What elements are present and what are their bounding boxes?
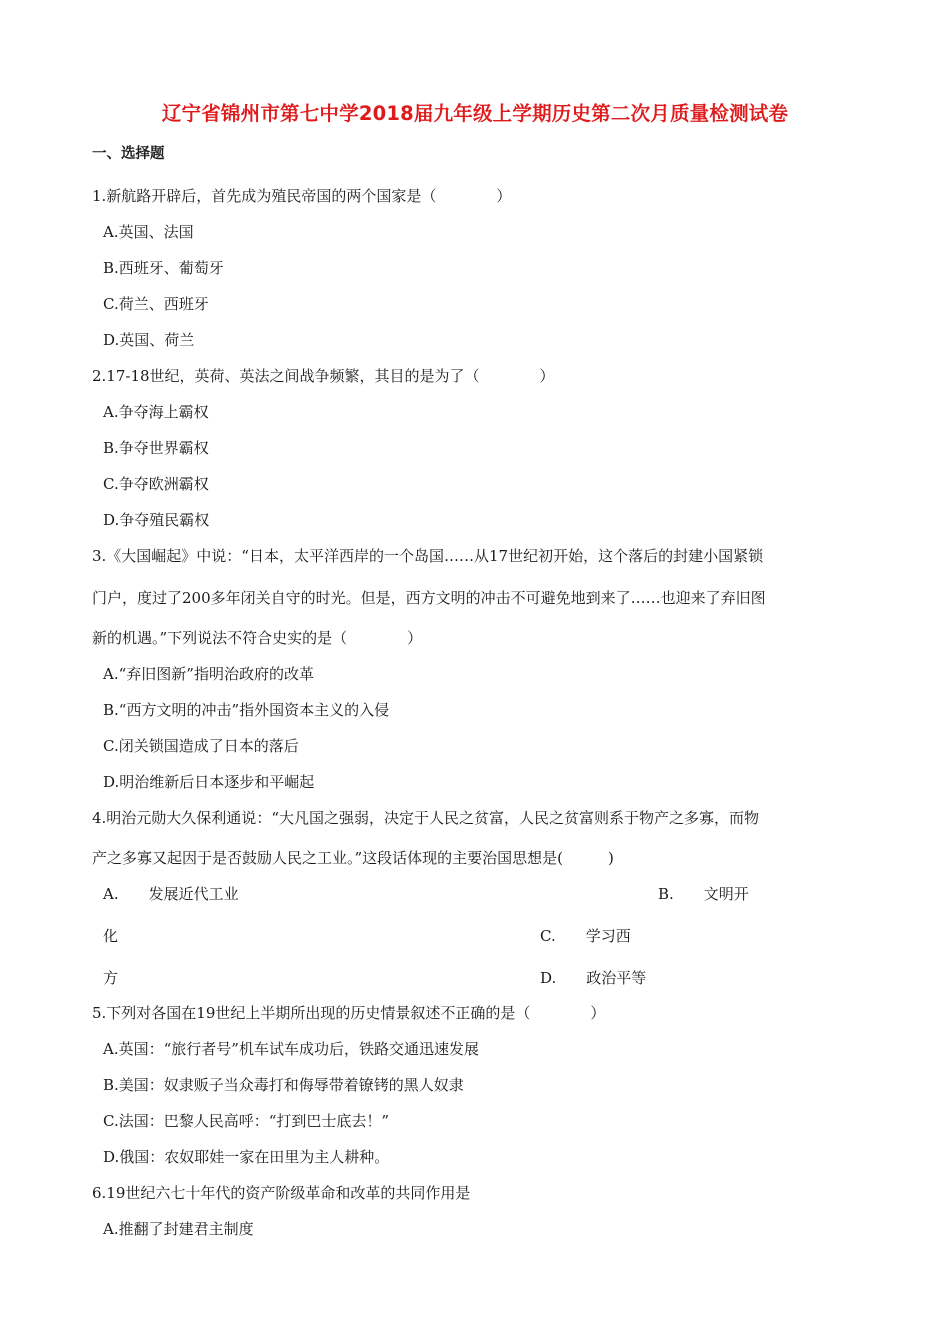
question-5-option-c: C.法国：巴黎人民高呼：“打到巴士底去！” bbox=[103, 1112, 390, 1130]
section-heading: 一、选择题 bbox=[92, 146, 165, 162]
question-4-option-b-continued: 化 bbox=[103, 927, 119, 945]
question-5-option-d: D.俄国：农奴耶娃一家在田里为主人耕种。 bbox=[103, 1148, 390, 1166]
question-3-stem-line-3: 新的机遇。”下列说法不符合史实的是（ ） bbox=[92, 629, 423, 647]
question-1-option-a: A.英国、法国 bbox=[103, 223, 194, 241]
page-title: 辽宁省锦州市第七中学2018届九年级上学期历史第二次月质量检测试卷 bbox=[161, 102, 789, 125]
question-6-stem: 6.19世纪六七十年代的资产阶级革命和改革的共同作用是 bbox=[92, 1184, 471, 1202]
question-3-option-c: C.闭关锁国造成了日本的落后 bbox=[103, 737, 299, 755]
question-1-option-d: D.英国、荷兰 bbox=[103, 331, 195, 349]
question-3-option-a: A.“弃旧图新”指明治政府的改革 bbox=[103, 665, 314, 683]
question-4-option-b: B. 文明开 bbox=[658, 885, 749, 903]
question-2-option-d: D.争夺殖民霸权 bbox=[103, 511, 210, 529]
question-6-option-a: A.推翻了封建君主制度 bbox=[103, 1220, 254, 1238]
question-3-stem-line-2: 门户，度过了200多年闭关自守的时光。但是，西方文明的冲击不可避免地到来了……也迎来了弃旧图 bbox=[92, 589, 766, 607]
question-5-stem: 5.下列对各国在19世纪上半期所出现的历史情景叙述不正确的是（ ） bbox=[92, 1004, 606, 1022]
question-2-option-b: B.争夺世界霸权 bbox=[103, 439, 209, 457]
question-5-option-b: B.美国：奴隶贩子当众毒打和侮辱带着镣铐的黑人奴隶 bbox=[103, 1076, 464, 1094]
question-5-option-a: A.英国：“旅行者号”机车试车成功后，铁路交通迅速发展 bbox=[103, 1040, 479, 1058]
question-4-option-a: A. 发展近代工业 bbox=[103, 885, 239, 903]
question-2-stem: 2.17-18世纪，英荷、英法之间战争频繁，其目的是为了（ ） bbox=[92, 367, 555, 385]
question-2-option-a: A.争夺海上霸权 bbox=[103, 403, 209, 421]
question-4-option-d: D. 政治平等 bbox=[540, 969, 647, 987]
question-3-option-b: B.“西方文明的冲击”指外国资本主义的入侵 bbox=[103, 701, 390, 719]
question-3-stem-line-1: 3.《大国崛起》中说：“日本，太平洋西岸的一个岛国……从17世纪初开始，这个落后的封建小国紧锁 bbox=[92, 547, 764, 565]
question-4-option-c: C. 学习西 bbox=[540, 927, 631, 945]
question-2-option-c: C.争夺欧洲霸权 bbox=[103, 475, 209, 493]
question-1-option-b: B.西班牙、葡萄牙 bbox=[103, 259, 224, 277]
question-4-stem-line-1: 4.明治元勋大久保利通说：“大凡国之强弱，决定于人民之贫富，人民之贫富则系于物产之多寡，而物 bbox=[92, 809, 759, 827]
question-1-option-c: C.荷兰、西班牙 bbox=[103, 295, 209, 313]
question-1-stem: 1.新航路开辟后，首先成为殖民帝国的两个国家是（ ） bbox=[92, 187, 512, 205]
question-3-option-d: D.明治维新后日本逐步和平崛起 bbox=[103, 773, 315, 791]
question-4-option-c-continued: 方 bbox=[103, 969, 119, 987]
question-4-stem-line-2: 产之多寡又起因于是否鼓励人民之工业。”这段话体现的主要治国思想是( ) bbox=[92, 849, 614, 867]
